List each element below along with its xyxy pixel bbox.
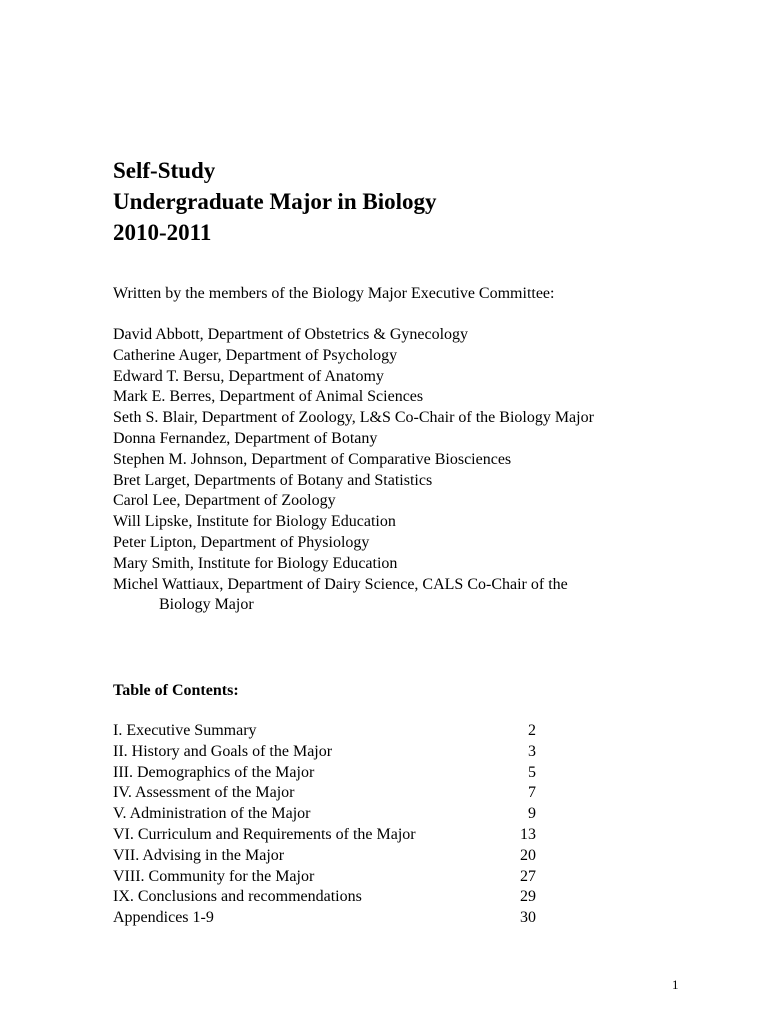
toc-entry-page: 2 [528, 722, 536, 739]
toc-entry-label: IX. Conclusions and recommendations [113, 888, 362, 906]
toc-entry-page: 9 [528, 805, 536, 823]
title-line-years: 2010-2011 [113, 220, 212, 245]
document-title [113, 155, 436, 248]
toc-entry-page: 7 [528, 784, 536, 802]
member-item: Edward T. Bersu, Department of Anatomy [113, 367, 384, 385]
title-line-major: Undergraduate Major in Biology [113, 189, 437, 214]
title-line-self-study: Self-Study [113, 158, 216, 183]
toc-entry [113, 825, 543, 846]
committee-intro: Written by the members of the Biology Major Executive Committee: [113, 285, 555, 302]
member-item: Catherine Auger, Department of Psychology [113, 346, 398, 364]
toc-entry-page: 20 [520, 846, 536, 864]
toc-entry-label: VI. Curriculum and Requirements of the Major [113, 825, 416, 843]
toc-entry [113, 742, 543, 763]
member-item: Mark E. Berres, Department of Animal Sciences [113, 388, 424, 406]
toc-entry-label: III. Demographics of the Major [113, 763, 315, 781]
toc-entry-label: VIII. Community for the Major [113, 867, 315, 885]
toc-entry-label: II. History and Goals of the Major [113, 742, 333, 760]
toc-entry [113, 908, 543, 929]
member-item: Stephen M. Johnson, Department of Comparative Biosciences [113, 450, 512, 468]
toc-entry [113, 804, 543, 825]
toc-entry [113, 763, 543, 784]
toc-entry [113, 846, 543, 867]
member-item: Seth S. Blair, Department of Zoology, L&S Co-Chair of the Biology Major [113, 409, 594, 427]
toc-entry-label: V. Administration of the Major [113, 805, 311, 823]
member-item: Carol Lee, Department of Zoology [113, 492, 336, 510]
member-item: Donna Fernandez, Department of Botany [113, 429, 378, 447]
toc-entry-label: VII. Advising in the Major [113, 846, 285, 864]
toc-entry-label: I. Executive Summary [113, 722, 257, 739]
toc-entry [113, 867, 543, 888]
table-of-contents [113, 721, 543, 929]
toc-entry-label: IV. Assessment of the Major [113, 784, 295, 802]
member-item: Michel Wattiaux, Department of Dairy Science, CALS Co-Chair of the [113, 575, 568, 593]
toc-entry-page: 30 [520, 909, 536, 927]
toc-entry-label: Appendices 1-9 [113, 909, 214, 927]
member-item: Bret Larget, Departments of Botany and Statistics [113, 471, 433, 489]
toc-entry [113, 783, 543, 804]
member-item: Mary Smith, Institute for Biology Education [113, 554, 398, 572]
toc-entry-page: 29 [520, 888, 536, 906]
toc-entry-page: 5 [528, 763, 536, 781]
toc-entry-page: 13 [520, 825, 536, 843]
page-number: 1 [672, 977, 679, 992]
member-continuation-text: Biology Major [159, 596, 254, 614]
toc-entry-page: 3 [528, 742, 536, 760]
toc-entry [113, 721, 543, 742]
member-item: Will Lipske, Institute for Biology Education [113, 513, 396, 531]
member-item: David Abbott, Department of Obstetrics & Gynecology [113, 326, 469, 343]
member-item-continuation [113, 595, 594, 616]
toc-entry [113, 887, 543, 908]
toc-entry-page: 27 [520, 867, 536, 885]
committee-member-list [113, 325, 594, 616]
member-item: Peter Lipton, Department of Physiology [113, 533, 370, 551]
toc-heading: Table of Contents: [113, 682, 239, 699]
